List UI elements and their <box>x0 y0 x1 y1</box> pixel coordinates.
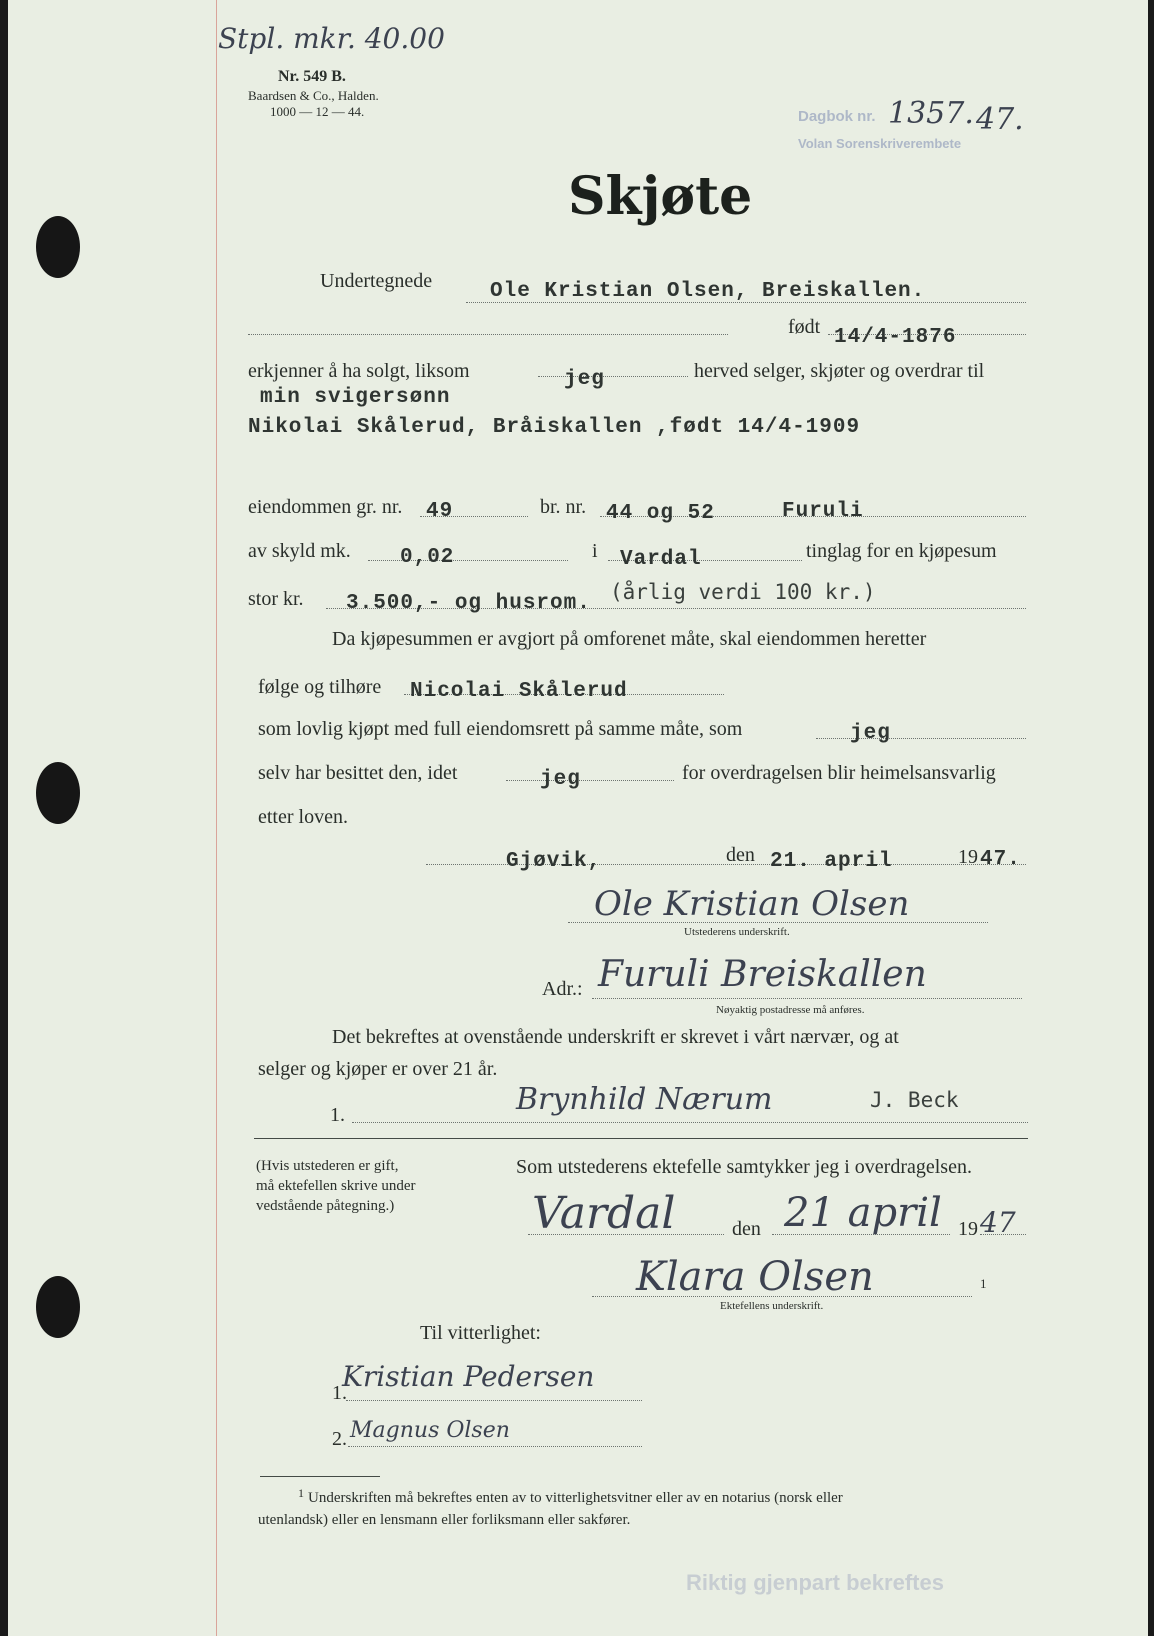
witness-signature: Brynhild Nærum <box>516 1082 773 1117</box>
stor-label: stor kr. <box>248 588 304 610</box>
adr-label: Adr.: <box>542 978 583 1000</box>
dateline-year-prefix: 19 <box>958 846 978 868</box>
witness-1-number: 1. <box>332 1382 347 1404</box>
property-name: Furuli <box>782 500 864 523</box>
spouse-place: Vardal <box>532 1188 676 1239</box>
footnote-line-1: Underskriften må bekreftes enten av to vitterlighetsvitner eller av en notarius (norsk eller <box>308 1490 843 1506</box>
spouse-signature: Klara Olsen <box>636 1254 874 1300</box>
spouse-den: den <box>732 1218 761 1240</box>
tinglag-value: Vardal <box>620 548 702 571</box>
buyer-name: Nikolai Skålerud, Bråiskallen ,født 14/4-1909 <box>248 416 861 439</box>
gnr-label: eiendommen gr. nr. <box>248 496 403 518</box>
dateline-date: 21. april <box>770 850 893 873</box>
skyld-value: 0,02 <box>400 546 455 569</box>
spouse-date: 21 april <box>784 1190 942 1236</box>
binder-hole <box>36 762 80 824</box>
form-number: Nr. 549 B. <box>278 68 346 85</box>
binder-hole <box>36 216 80 278</box>
lovlig-text: som lovlig kjøpt med full eiendomsrett på samme måte, som <box>258 718 743 740</box>
signature-caption: Utstederens underskrift. <box>684 926 790 938</box>
dateline-den: den <box>726 844 755 866</box>
spouse-note-3: vedstående påtegning.) <box>256 1198 395 1214</box>
certification-stamp: Riktig gjenpart bekreftes <box>686 1570 944 1595</box>
witness-2-number: 2. <box>332 1428 347 1450</box>
i-label: i <box>592 540 598 562</box>
dateline-place: Gjøvik, <box>506 850 602 873</box>
spouse-consent: Som utstederens ektefelle samtykker jeg i overdragelsen. <box>516 1156 972 1178</box>
tinglag-text: tinglag for en kjøpesum <box>806 540 997 562</box>
spouse-year-prefix: 19 <box>958 1218 978 1240</box>
form-print-run: 1000 — 12 — 44. <box>270 104 365 119</box>
folge-label: følge og tilhøre <box>258 676 382 698</box>
footnote-line-2: utenlandsk) eller en lensmann eller forliksmann eller sakfører. <box>258 1512 631 1528</box>
dagbok-label: Dagbok nr. <box>798 108 876 125</box>
spouse-year-suffix: 47 <box>980 1206 1016 1239</box>
confirm-text: Det bekreftes at ovenstående underskrift er skrevet i vårt nærvær, og at <box>332 1026 899 1048</box>
bnr-value: 44 og 52 <box>606 502 715 525</box>
fodt-label: født <box>788 316 821 338</box>
bnr-label: br. nr. <box>540 496 587 518</box>
selv-text: selv har besittet den, idet <box>258 762 458 784</box>
spouse-note-1: (Hvis utstederen er gift, <box>256 1158 399 1174</box>
address-caption: Nøyaktig postadresse må anføres. <box>716 1004 865 1016</box>
folge-name: Nicolai Skålerud <box>410 680 628 703</box>
gnr-value: 49 <box>426 500 454 523</box>
price-value: 3.500,- og husrom. <box>346 592 591 615</box>
witness-typed: J. Beck <box>870 1088 959 1112</box>
spouse-footnote-mark: 1 <box>980 1276 987 1291</box>
erkjenner-pronoun: jeg <box>564 368 605 391</box>
dagbok-office: Volan Sorenskriverembete <box>798 136 962 151</box>
dagbok-year: 47. <box>976 102 1024 137</box>
footnote-mark: 1 <box>298 1486 304 1500</box>
witness-1-signature: Kristian Pedersen <box>342 1360 595 1393</box>
skyld-label: av skyld mk. <box>248 540 351 562</box>
seller-name: Ole Kristian Olsen, Breiskallen. <box>490 280 926 303</box>
heimel-text: for overdragelsen blir heimelsansvarlig <box>682 762 996 784</box>
form-publisher: Baardsen & Co., Halden. <box>248 88 379 103</box>
margin-line <box>216 0 217 1636</box>
paragraph-text: Da kjøpesummen er avgjort på omforenet måte, skal eiendommen heretter <box>332 628 927 650</box>
selv-pronoun: jeg <box>540 768 581 791</box>
buyer-relation: min svigersønn <box>260 386 451 409</box>
seller-birthdate: 14/4-1876 <box>834 326 957 349</box>
witness-heading: Til vitterlighet: <box>420 1322 541 1344</box>
spouse-note-2: må ektefellen skrive under <box>256 1178 416 1194</box>
confirm-number: 1. <box>330 1104 345 1126</box>
binder-hole <box>36 1276 80 1338</box>
overdrar-text: herved selger, skjøter og overdrar til <box>694 360 985 382</box>
lovlig-pronoun: jeg <box>850 722 891 745</box>
page-title: Skjøte <box>568 166 753 227</box>
yearly-value: (årlig verdi 100 kr.) <box>610 580 876 604</box>
seller-address: Furuli Breiskallen <box>598 954 927 995</box>
confirm-age: selger og kjøper er over 21 år. <box>258 1058 498 1080</box>
dateline-year-suffix: 47. <box>980 848 1021 871</box>
undertegnede-label: Undertegnede <box>320 270 433 292</box>
dagbok-number: 1357. <box>888 96 974 131</box>
etter-loven: etter loven. <box>258 806 348 828</box>
seller-signature: Ole Kristian Olsen <box>594 884 910 924</box>
spouse-caption: Ektefellens underskrift. <box>720 1300 824 1312</box>
stamp-tax-note: Stpl. mkr. 40.00 <box>218 22 445 55</box>
erkjenner-text: erkjenner å ha solgt, liksom <box>248 360 470 382</box>
document-page <box>8 0 1148 1636</box>
witness-2-signature: Magnus Olsen <box>350 1418 510 1443</box>
